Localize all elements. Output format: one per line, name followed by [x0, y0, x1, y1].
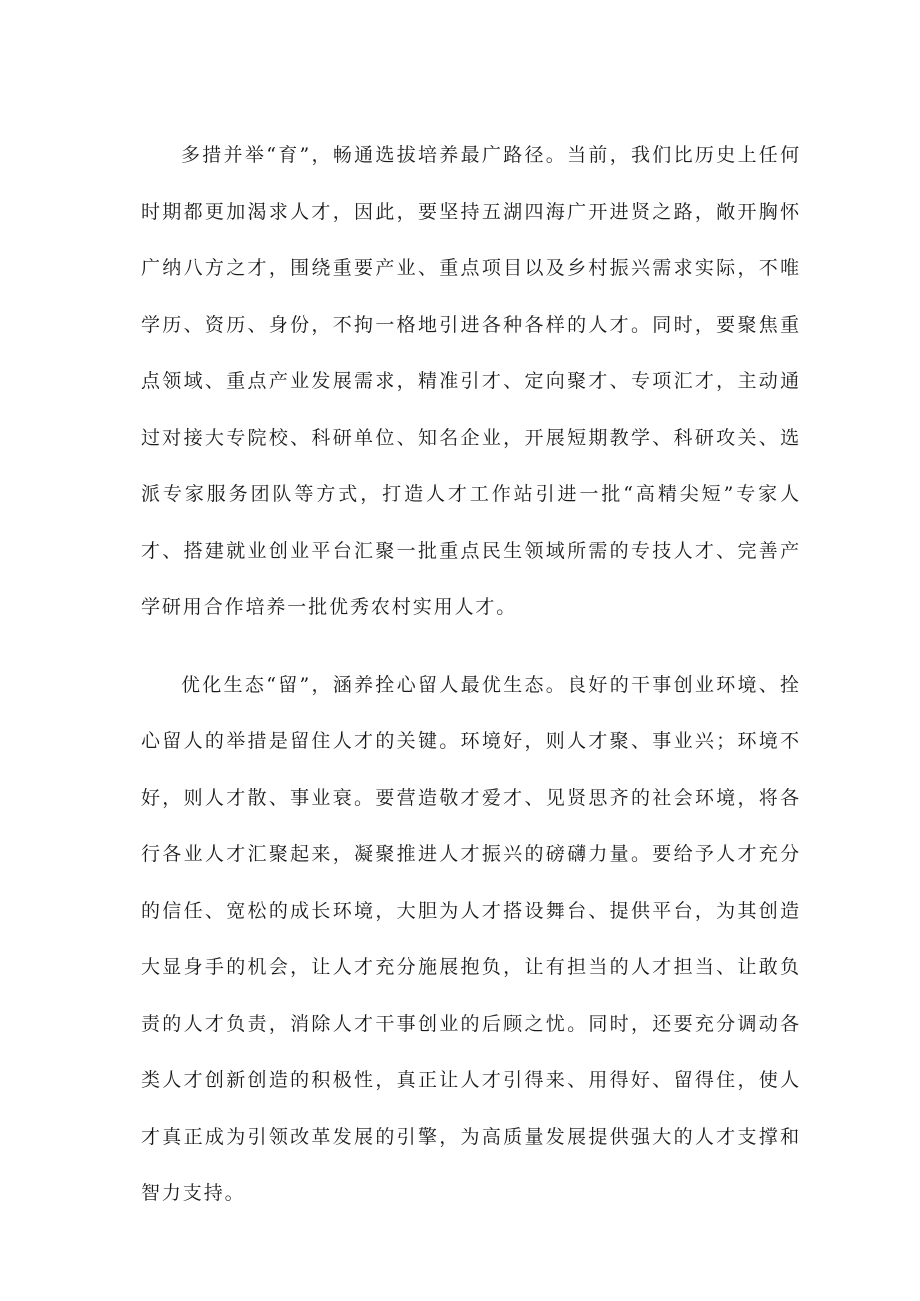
- document-body: [141, 127, 801, 1222]
- paragraph-cultivate-talent: 多措并举“育”，畅通选拔培养最广路径。当前，我们比历史上任何时期都更加渴求人才，因此，要坚持五湖四海广开进贤之路，敞开胸怀广纳八方之才，围绕重要产业、重点项目以及乡村振兴需求实际，不唯学历、资历、身份，不拘一格地引进各种各样的人才。同时，要聚焦重点领域、重点产业发展需求，精准引才、定向聚才、专项汇才，主动通过对接大专院校、科研单位、知名企业，开展短期教学、科研攻关、选派专家服务团队等方式，打造人才工作站引进一批“高精尖短”专家人才、搭建就业创业平台汇聚一批重点民生领域所需的专技人才、完善产学研用合作培养一批优秀农村实用人才。: [141, 144, 801, 618]
- paragraph-retain-talent: 优化生态“留”，涵养拴心留人最优生态。良好的干事创业环境、拴心留人的举措是留住人才的关键。环境好，则人才聚、事业兴；环境不好，则人才散、事业衰。要营造敬才爱才、见贤思齐的社会环境，将各行各业人才汇聚起来，凝聚推进人才振兴的磅礴力量。要给予人才充分的信任、宽松的成长环境，大胆为人才搭设舞台、提供平台，为其创造大显身手的机会，让人才充分施展抱负，让有担当的人才担当、让敢负责的人才负责，消除人才干事创业的后顾之忧。同时，还要充分调动各类人才创新创造的积极性，真正让人才引得来、用得好、留得住，使人才真正成为引领改革发展的引擎，为高质量发展提供强大的人才支撑和智力支持。: [141, 673, 801, 1204]
